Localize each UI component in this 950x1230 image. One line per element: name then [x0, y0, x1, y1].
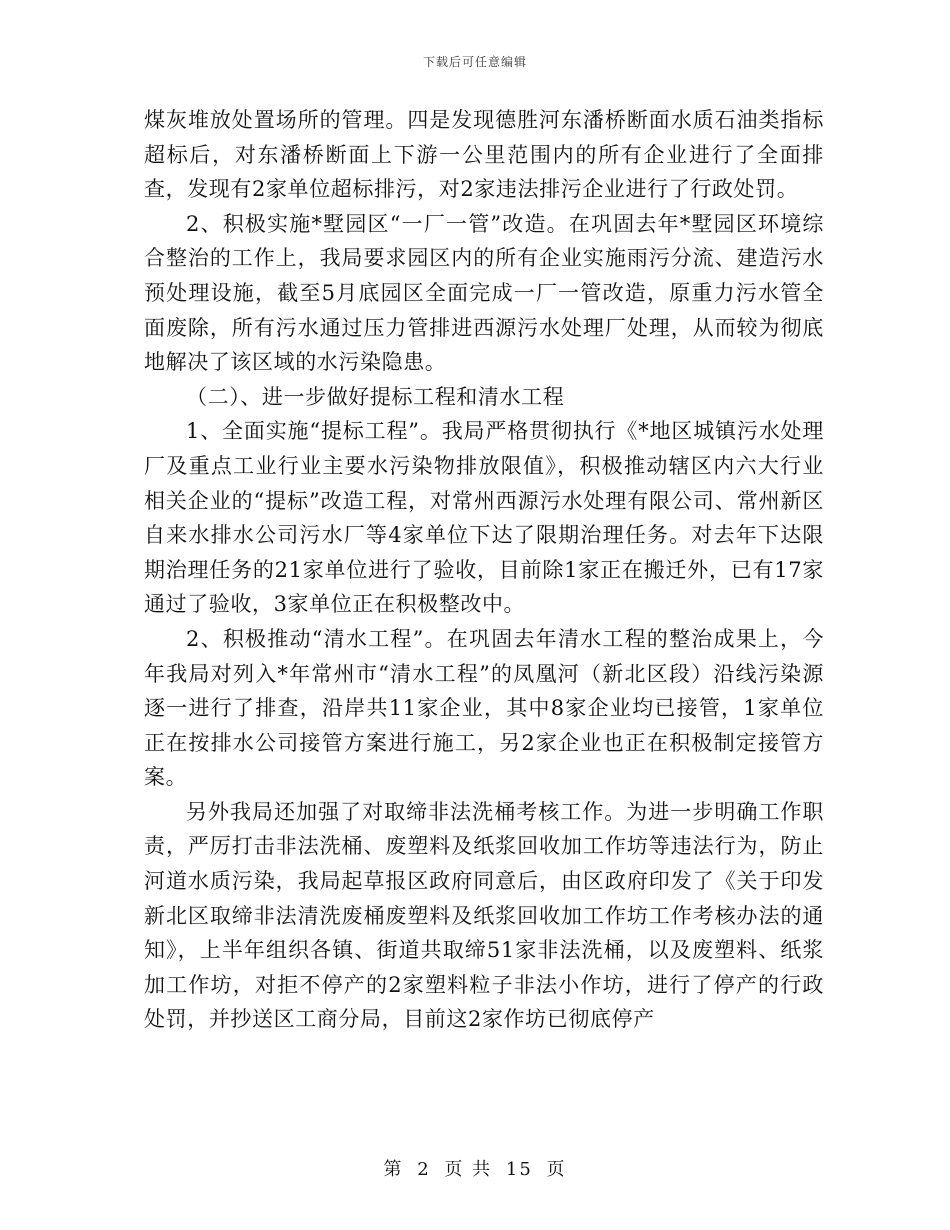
paragraph-1: 煤灰堆放处置场所的管理。四是发现德胜河东潘桥断面水质石油类指标超标后，对东潘桥断面上下游一公里范围内的所有企业进行了全面排查，发现有2家单位超标排污，对2家违法排污企业进行了行政处罚。 — [144, 108, 824, 202]
footer-page-number: 2 — [417, 1159, 431, 1180]
footer-prefix: 第 — [383, 1159, 404, 1180]
page-footer — [0, 1155, 950, 1181]
paragraph-5: 另外我局还加强了对取缔非法洗桶考核工作。为进一步明确工作职责，严厉打击非法洗桶、废塑料及纸浆回收加工作坊等违法行为，防止河道水质污染，我局起草报区政府同意后，由区政府印发了《关于印发新北区取缔非法清洗废桶废塑料及纸浆回收加工作坊工作考核办法的通知》，上半年组织各镇、街道共取缔51家非法洗桶，以及废塑料、纸浆加工作坊，对拒不停产的2家塑料粒子非法小作坊，进行了停产的行政处罚，并抄送区工商分局，目前这2家作坊已彻底停产 — [144, 799, 824, 1032]
paragraph-3: 1、全面实施“提标工程”。我局严格贯彻执行《*地区城镇污水处理厂及重点工业行业主要水污染物排放限值》，积极推动辖区内六大行业相关企业的“提标”改造工程，对常州西源污水处理有限公司、常州新区自来水排水公司污水厂等4家单位下达了限期治理任务。对去年下达限期治理任务的21家单位进行了验收，目前除1家正在搬迁外，已有17家通过了验收，3家单位正在积极整改中。 — [144, 419, 824, 617]
paragraph-2: 2、积极实施*墅园区“一厂一管”改造。在巩固去年*墅园区环境综合整治的工作上，我局要求园区内的所有企业实施雨污分流、建造污水预处理设施，截至5月底园区全面完成一厂一管改造，原重力污水管全面废除，所有污水通过压力管排进西源污水处理厂处理，从而较为彻底地解决了该区域的水污染隐患。 — [144, 211, 824, 375]
document-body — [144, 103, 824, 1037]
footer-middle: 页 共 — [444, 1159, 493, 1180]
footer-total-pages: 15 — [505, 1159, 533, 1180]
page-header: 下载后可任意编辑 — [422, 55, 527, 69]
footer-suffix: 页 — [546, 1159, 567, 1180]
section-heading: （二）、进一步做好提标工程和清水工程 — [186, 384, 565, 409]
paragraph-4: 2、积极推动“清水工程”。在巩固去年清水工程的整治成果上，今年我局对列入*年常州市“清水工程”的凤凰河（新北区段）沿线污染源逐一进行了排查，沿岸共11家企业，其中8家企业均已接管，1家单位正在按排水公司接管方案进行施工，另2家企业也正在积极制定接管方案。 — [144, 626, 824, 790]
